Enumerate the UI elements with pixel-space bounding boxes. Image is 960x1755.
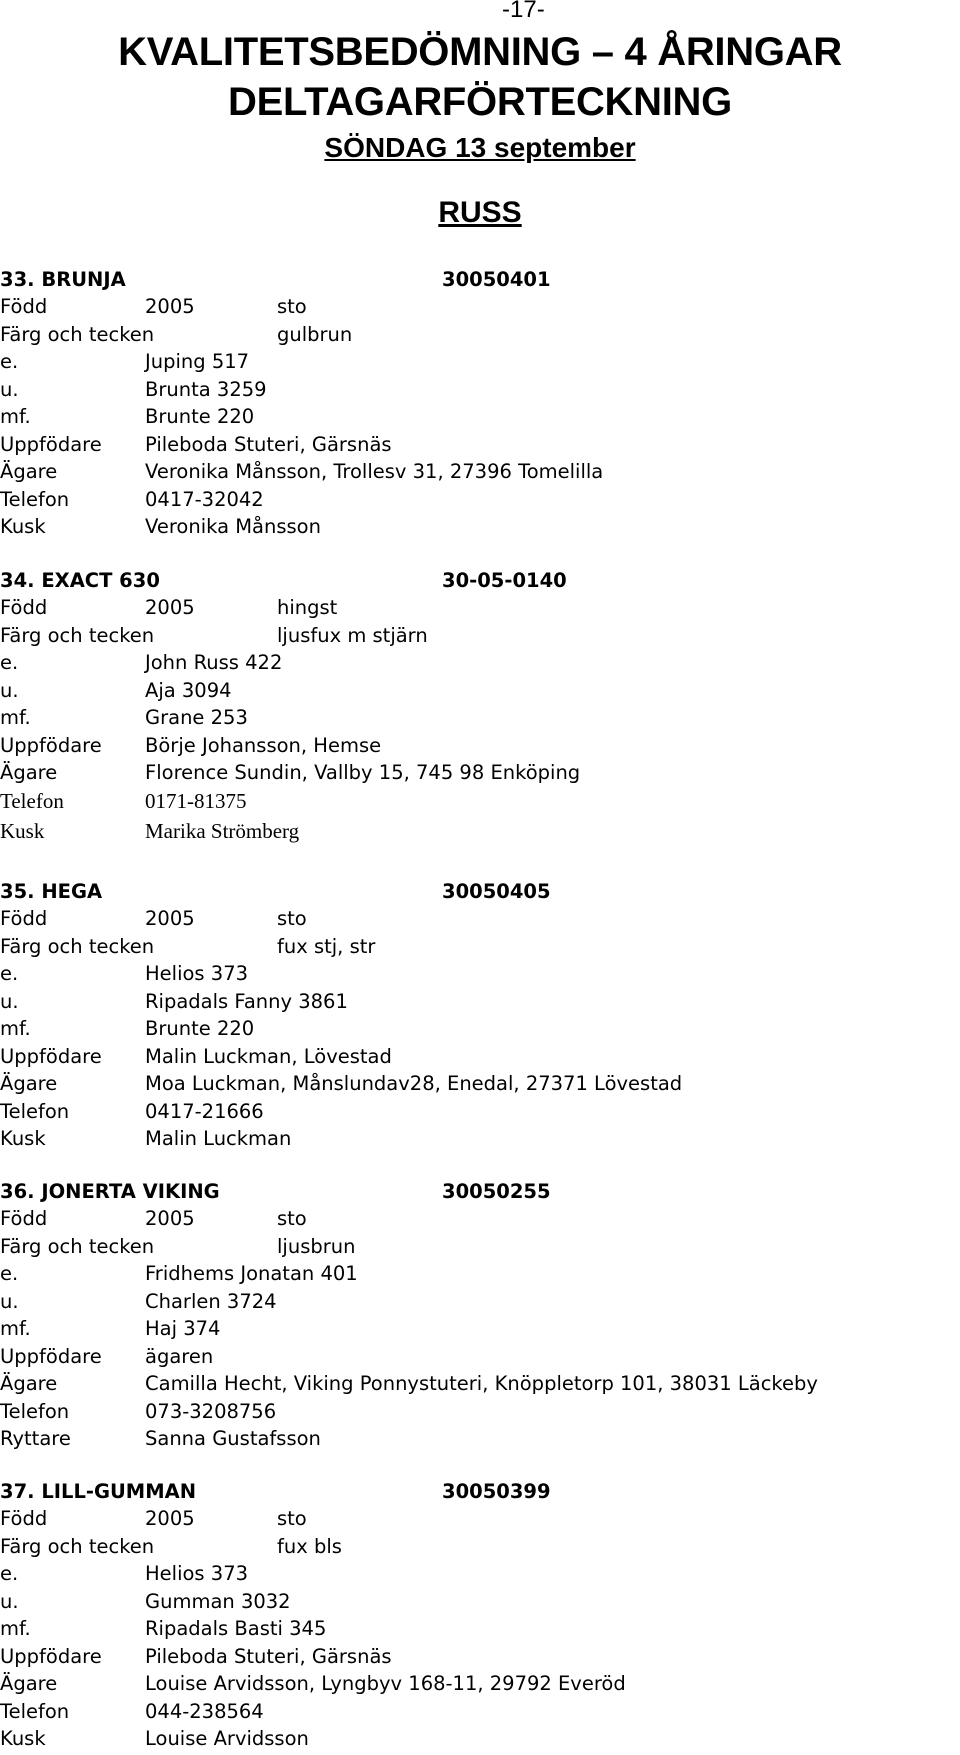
row-breeder [0,1645,960,1673]
color-markings: ljusbrun [277,1234,356,1258]
row-driver [0,1127,960,1155]
row-damsire [0,1617,960,1645]
damsire: Grane 253 [145,706,248,729]
entry-35 [0,880,960,1155]
horse-name: 35. HEGA [0,880,103,903]
row-farg [0,1235,960,1263]
row-rider [0,1427,960,1455]
owner: Florence Sundin, Vallby 15, 745 98 Enköping [145,761,581,784]
breeder: ägaren [145,1344,214,1368]
label-sire: e. [0,1562,19,1585]
label-farg: Färg och tecken [0,1534,155,1558]
phone: 0171-81375 [145,788,247,813]
entry-header [0,880,960,907]
row-fodd [0,1507,960,1535]
horse-name: 33. BRUNJA [0,268,126,291]
row-sire [0,350,960,378]
row-dam [0,1290,960,1318]
rider: Sanna Gustafsson [145,1427,321,1450]
label-sire: e. [0,962,19,985]
horse-name: 36. JONERTA VIKING [0,1180,220,1203]
owner: Camilla Hecht, Viking Ponnystuteri, Knöppletorp 101, 38031 Läckeby [145,1372,818,1395]
label-owner: Ägare [0,1372,58,1395]
row-fodd [0,295,960,323]
label-dam: u. [0,1589,19,1613]
label-driver: Kusk [0,818,45,843]
label-fodd: Född [0,295,48,318]
event-date: SÖNDAG 13 september [324,132,636,163]
row-fodd [0,907,960,935]
label-farg: Färg och tecken [0,623,155,647]
label-breeder: Uppfödare [0,1044,102,1068]
breeder: Pileboda Stuteri, Gärsnäs [145,432,392,456]
row-farg [0,1535,960,1563]
birth-year: 2005 [145,907,195,930]
row-breeder [0,1345,960,1373]
label-fodd: Född [0,1507,48,1530]
damsire: Haj 374 [145,1317,221,1340]
label-owner: Ägare [0,1672,58,1695]
sex: sto [277,295,307,318]
entry-33 [0,268,960,543]
owner: Veronika Månsson, Trollesv 31, 27396 Tomelilla [145,460,604,483]
sire: Fridhems Jonatan 401 [145,1262,358,1285]
row-dam [0,679,960,707]
row-fodd [0,596,960,624]
row-damsire [0,1317,960,1345]
sire: Juping 517 [145,350,250,373]
row-owner [0,1072,960,1100]
row-fodd [0,1207,960,1235]
row-phone [0,1700,960,1728]
row-damsire [0,706,960,734]
row-driver [0,515,960,543]
label-phone: Telefon [0,788,64,813]
row-owner [0,460,960,488]
row-owner [0,761,960,789]
label-breeder: Uppfödare [0,1644,102,1668]
row-driver [0,1727,960,1755]
label-breeder: Uppfödare [0,733,102,757]
label-sire: e. [0,1262,19,1285]
page-number: -17- [502,0,545,23]
label-fodd: Född [0,1207,48,1230]
damsire: Brunte 220 [145,405,255,428]
damsire: Brunte 220 [145,1017,255,1040]
label-phone: Telefon [0,1099,70,1123]
birth-year: 2005 [145,1507,195,1530]
document-title: KVALITETSBEDÖMNING – 4 ÅRINGAR [118,30,842,74]
label-driver: Kusk [0,1127,46,1150]
registration-number: 30050255 [442,1180,551,1203]
row-damsire [0,405,960,433]
label-sire: e. [0,350,19,373]
row-farg [0,935,960,963]
entry-header [0,1480,960,1507]
label-owner: Ägare [0,460,58,483]
row-breeder [0,1045,960,1073]
entry-36 [0,1180,960,1455]
driver: Marika Strömberg [145,818,300,843]
color-markings: ljusfux m stjärn [277,623,428,647]
driver: Louise Arvidsson [145,1727,309,1750]
row-sire [0,1562,960,1590]
label-damsire: mf. [0,1017,31,1040]
row-owner [0,1672,960,1700]
row-dam [0,378,960,406]
registration-number: 30050401 [442,268,551,291]
dam: Ripadals Fanny 3861 [145,989,348,1013]
label-phone: Telefon [0,487,70,511]
row-damsire [0,1017,960,1045]
sire: John Russ 422 [145,651,283,674]
sex: sto [277,907,307,930]
sex: sto [277,1507,307,1530]
dam: Aja 3094 [145,678,232,702]
label-farg: Färg och tecken [0,322,155,346]
birth-year: 2005 [145,1207,195,1230]
label-dam: u. [0,1289,19,1313]
row-owner [0,1372,960,1400]
sex: hingst [277,596,338,619]
entry-header [0,268,960,295]
entry-header [0,569,960,596]
dam: Gumman 3032 [145,1589,291,1613]
driver: Veronika Månsson [145,515,321,538]
registration-number: 30050405 [442,880,551,903]
row-farg [0,624,960,652]
label-farg: Färg och tecken [0,934,155,958]
label-owner: Ägare [0,1072,58,1095]
row-sire [0,1262,960,1290]
label-driver: Kusk [0,515,46,538]
birth-year: 2005 [145,596,195,619]
owner: Louise Arvidsson, Lyngbyv 168-11, 29792 Everöd [145,1672,626,1695]
label-dam: u. [0,377,19,401]
horse-name: 34. EXACT 630 [0,569,160,592]
phone: 0417-32042 [145,487,264,511]
label-dam: u. [0,989,19,1013]
row-driver [0,819,960,849]
row-farg [0,323,960,351]
phone: 0417-21666 [145,1099,264,1123]
color-markings: gulbrun [277,322,353,346]
breed-heading: RUSS [438,196,522,229]
label-damsire: mf. [0,1317,31,1340]
label-damsire: mf. [0,1617,31,1640]
label-damsire: mf. [0,405,31,428]
label-fodd: Född [0,596,48,619]
row-breeder [0,433,960,461]
row-phone [0,789,960,819]
row-dam [0,990,960,1018]
phone: 044-238564 [145,1699,264,1723]
phone: 073-3208756 [145,1399,277,1423]
row-phone [0,488,960,516]
birth-year: 2005 [145,295,195,318]
row-phone [0,1400,960,1428]
dam: Brunta 3259 [145,377,267,401]
document-subtitle: DELTAGARFÖRTECKNING [228,80,732,124]
sex: sto [277,1207,307,1230]
entry-37 [0,1480,960,1755]
label-breeder: Uppfödare [0,432,102,456]
label-driver: Kusk [0,1727,46,1750]
color-markings: fux stj, str [277,934,376,958]
sire: Helios 373 [145,1562,249,1585]
label-farg: Färg och tecken [0,1234,155,1258]
dam: Charlen 3724 [145,1289,277,1313]
breeder: Pileboda Stuteri, Gärsnäs [145,1644,392,1668]
damsire: Ripadals Basti 345 [145,1617,327,1640]
label-rider: Ryttare [0,1427,71,1450]
registration-number: 30050399 [442,1480,551,1503]
row-dam [0,1590,960,1618]
driver: Malin Luckman [145,1127,292,1150]
label-damsire: mf. [0,706,31,729]
registration-number: 30-05-0140 [442,569,567,592]
breeder: Börje Johansson, Hemse [145,733,382,757]
label-dam: u. [0,678,19,702]
row-phone [0,1100,960,1128]
breeder: Malin Luckman, Lövestad [145,1044,392,1068]
row-sire [0,651,960,679]
entry-34 [0,569,960,849]
owner: Moa Luckman, Månslundav28, Enedal, 27371 Lövestad [145,1072,683,1095]
color-markings: fux bls [277,1534,342,1558]
label-fodd: Född [0,907,48,930]
sire: Helios 373 [145,962,249,985]
label-owner: Ägare [0,761,58,784]
entry-header [0,1180,960,1207]
label-phone: Telefon [0,1399,70,1423]
row-breeder [0,734,960,762]
label-phone: Telefon [0,1699,70,1723]
horse-name: 37. LILL-GUMMAN [0,1480,197,1503]
label-breeder: Uppfödare [0,1344,102,1368]
row-sire [0,962,960,990]
label-sire: e. [0,651,19,674]
